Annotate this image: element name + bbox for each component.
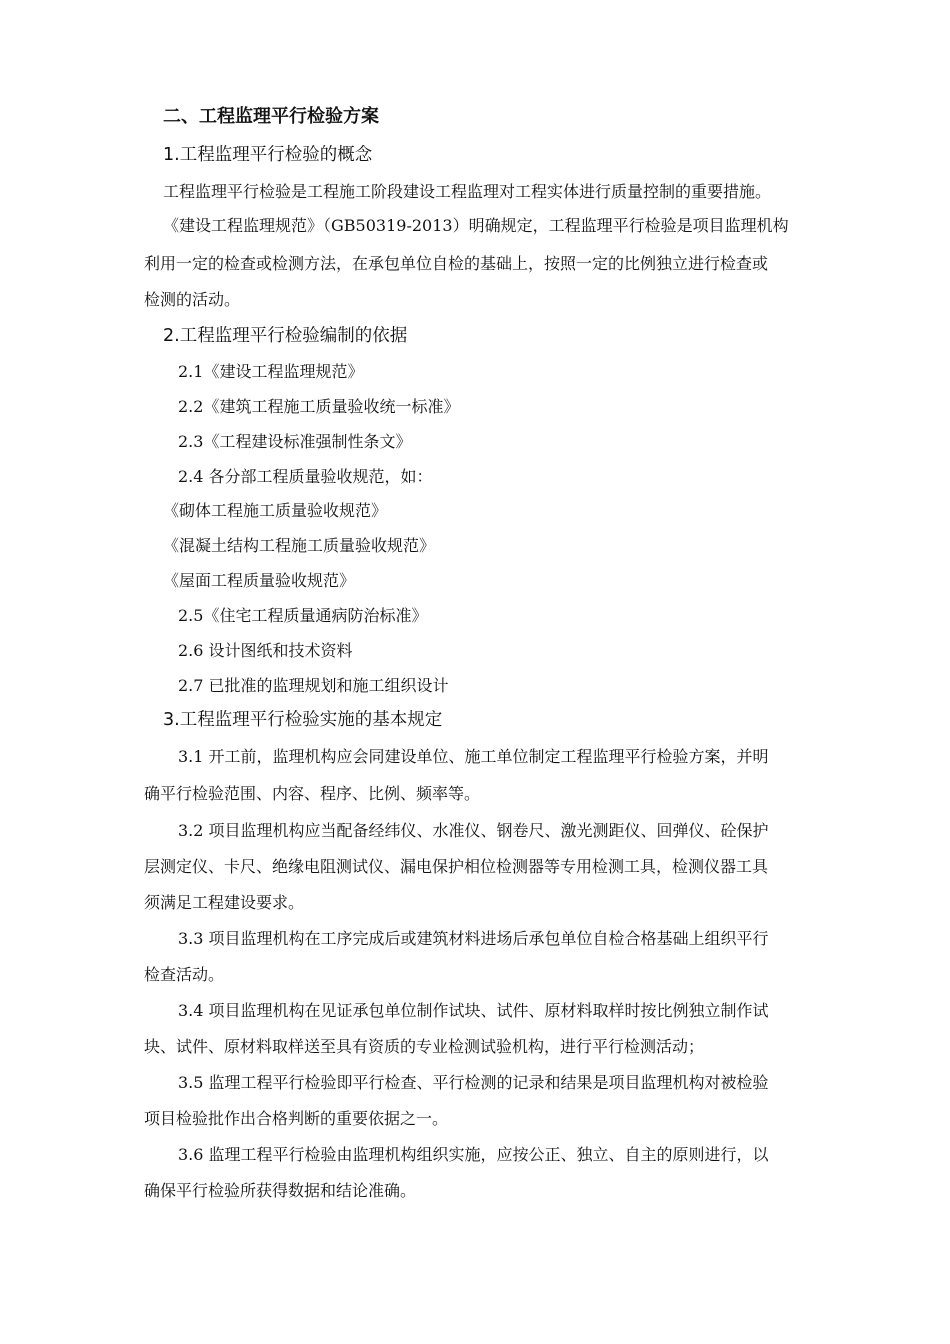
basis-item-2-3: 2.3《工程建设标准强制性条文》	[178, 432, 412, 451]
section-1-paragraph-1: 工程监理平行检验是工程施工阶段建设工程监理对工程实体进行质量控制的重要措施。	[163, 182, 772, 201]
basis-item-2-7: 2.7 已批准的监理规划和施工组织设计	[178, 676, 449, 695]
rule-3-3-line-2: 检查活动。	[144, 965, 225, 984]
rule-3-1-line-2: 确平行检验范围、内容、程序、比例、频率等。	[144, 784, 481, 803]
section-2-heading: 2.工程监理平行检验编制的依据	[163, 326, 408, 346]
rule-3-6-line-2: 确保平行检验所获得数据和结论准确。	[144, 1181, 417, 1200]
basis-subitem-masonry: 《砌体工程施工质量验收规范》	[163, 501, 388, 520]
section-1-paragraph-2-line-1: 《建设工程监理规范》（GB50319-2013）明确规定，工程监理平行检验是项目监理机构	[163, 216, 789, 235]
rule-3-5-line-1: 3.5 监理工程平行检验即平行检查、平行检测的记录和结果是项目监理机构对被检验	[178, 1073, 769, 1092]
document-title: 二、工程监理平行检验方案	[163, 106, 379, 127]
rule-3-6-line-1: 3.6 监理工程平行检验由监理机构组织实施，应按公正、独立、自主的原则进行，以	[178, 1145, 769, 1164]
basis-item-2-4: 2.4 各分部工程质量验收规范，如：	[178, 467, 433, 486]
basis-item-2-2: 2.2《建筑工程施工质量验收统一标准》	[178, 397, 460, 416]
rule-3-2-line-2: 层测定仪、卡尺、绝缘电阻测试仪、漏电保护相位检测器等专用检测工具，检测仪器工具	[144, 857, 769, 876]
rule-3-2-line-3: 须满足工程建设要求。	[144, 893, 305, 912]
rule-3-4-line-1: 3.4 项目监理机构在见证承包单位制作试块、试件、原材料取样时按比例独立制作试	[178, 1001, 769, 1020]
rule-3-3-line-1: 3.3 项目监理机构在工序完成后或建筑材料进场后承包单位自检合格基础上组织平行	[178, 929, 769, 948]
section-1-heading: 1.工程监理平行检验的概念	[163, 145, 373, 165]
rule-3-5-line-2: 项目检验批作出合格判断的重要依据之一。	[144, 1109, 449, 1128]
basis-subitem-roofing: 《屋面工程质量验收规范》	[163, 571, 356, 590]
basis-subitem-concrete: 《混凝土结构工程施工质量验收规范》	[163, 536, 436, 555]
section-3-heading: 3.工程监理平行检验实施的基本规定	[163, 710, 443, 730]
rule-3-4-line-2: 块、试件、原材料取样送至具有资质的专业检测试验机构，进行平行检测活动；	[144, 1037, 705, 1056]
section-1-paragraph-2-line-3: 检测的活动。	[144, 290, 241, 309]
rule-3-1-line-1: 3.1 开工前，监理机构应会同建设单位、施工单位制定工程监理平行检验方案，并明	[178, 747, 769, 766]
section-1-paragraph-2-line-2: 利用一定的检查或检测方法，在承包单位自检的基础上，按照一定的比例独立进行检查或	[144, 254, 769, 273]
basis-item-2-6: 2.6 设计图纸和技术资料	[178, 641, 353, 660]
basis-item-2-1: 2.1《建设工程监理规范》	[178, 362, 364, 381]
rule-3-2-line-1: 3.2 项目监理机构应当配备经纬仪、水准仪、钢卷尺、激光测距仪、回弹仪、砼保护	[178, 821, 769, 840]
basis-item-2-5: 2.5《住宅工程质量通病防治标准》	[178, 606, 428, 625]
